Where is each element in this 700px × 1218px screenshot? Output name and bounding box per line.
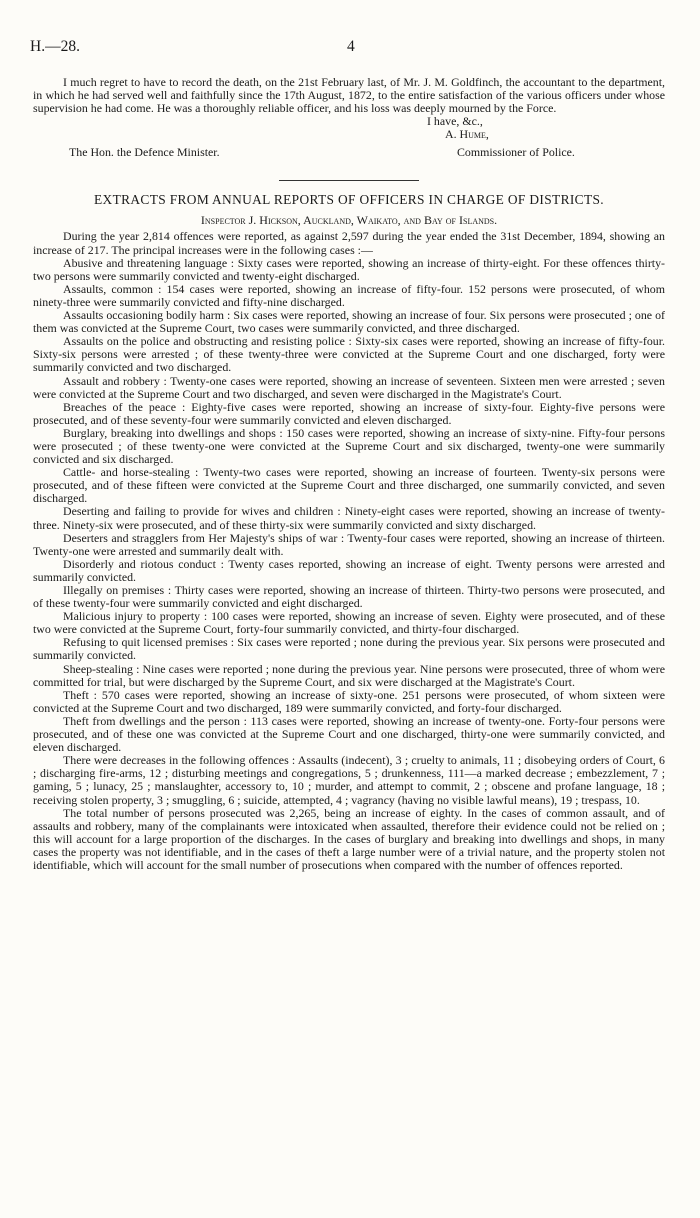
document-reference: H.—28. bbox=[30, 38, 80, 55]
report-paragraph: Breaches of the peace : Eighty-five cases were reported, showing an increase of sixty-four. Eighty-five persons were prosecuted, and of these seventy-four were summarily convicted and eleven discharged. bbox=[33, 399, 665, 427]
closing-line: I have, &c., bbox=[427, 114, 483, 129]
report-paragraph: Burglary, breaking into dwellings and shops : 150 cases were reported, showing an increase of sixty-nine. Fifty-four persons were prosecuted ; of these twenty-one were convicted at the Supreme Court and six discharged, twenty-one were summarily convicted and six discharged. bbox=[33, 425, 665, 467]
report-paragraph: There were decreases in the following offences : Assaults (indecent), 3 ; cruelty to animals, 11 ; disobeying orders of Court, 6 ; discharging fire-arms, 12 ; disturbing meetings and congregations, 5 ; drunkenness, 111—a marked decrease ; embezzlement, 7 ; gaming, 5 ; lunacy, 25 ; manslaughter, accessory to, 10 ; murder, and attempt to commit, 2 ; obscene and profane language, 18 ; receiving stolen property, 3 ; smuggling, 6 ; suicide, attempted, 4 ; vagrancy (having no visible lawful means), 19 ; trespass, 10. bbox=[33, 753, 665, 807]
report-paragraph: Assaults on the police and obstructing and resisting police : Sixty-six cases were reported, showing an increase of fifty-four. Sixty-six persons were arrested ; of these twenty-three were convicted at the Supreme Court and one discharged, forty were summarily convicted and two discharged. bbox=[33, 334, 665, 375]
signatory-title: Commissioner of Police. bbox=[457, 145, 575, 160]
report-paragraph: Abusive and threatening language : Sixty cases were reported, showing an increase of thirty-eight. For these offences thirty-two persons were summarily convicted and twenty-eight discharged. bbox=[33, 255, 665, 283]
report-paragraph: Deserting and failing to provide for wives and children : Ninety-eight cases were reported, showing an increase of twenty-three. Ninety-six were prosecuted, and of these thirty-six were summarily convicted and sixty discharged. bbox=[33, 504, 665, 532]
letter-signoff bbox=[33, 115, 665, 167]
report-paragraph: The total number of persons prosecuted was 2,265, being an increase of eighty. In the cases of common assault, and of assaults and robbery, many of the complainants were intoxicated when assaulted, therefore their evidence could not be relied on ; this will account for a large proportion of the discharges. In the cases of burglary and breaking into dwellings and shops, in many cases the property was not identifiable, and in the cases of theft a large number were of a trivial nature, and the property stolen not identifiable, which will account for the small number of prosecutions when compared with the number of offences reported. bbox=[33, 805, 665, 872]
section-title: EXTRACTS FROM ANNUAL REPORTS OF OFFICERS IN CHARGE OF DISTRICTS. bbox=[94, 192, 604, 208]
report-paragraph: Refusing to quit licensed premises : Six cases were reported ; none during the previous year. Six persons were prosecuted and summarily convicted. bbox=[33, 635, 665, 663]
signatory-name: A. Hume, bbox=[445, 127, 489, 142]
document-body bbox=[33, 76, 665, 872]
opening-paragraph: I much regret to have to record the death, on the 21st February last, of Mr. J. M. Goldfinch, the accountant to the department, in which he had served well and faithfully since the 17th August, 1872, to the entire satisfaction of the various officers under whose supervision he had come. He was a thoroughly reliable officer, and his loss was deeply mourned by the Force. bbox=[33, 75, 665, 116]
district-subheading: Inspector J. Hickson, Auckland, Waikato, and Bay of Islands. bbox=[200, 213, 498, 228]
report-paragraph: Disorderly and riotous conduct : Twenty cases reported, showing an increase of eight. Twenty persons were arrested and summarily convicted. bbox=[33, 556, 665, 584]
report-paragraph: During the year 2,814 offences were reported, as against 2,597 during the year ended the 31st December, 1894, showing an increase of 217. The principal increases were in the following cases :— bbox=[33, 229, 665, 257]
report-paragraph: Assault and robbery : Twenty-one cases were reported, showing an increase of seventeen. Sixteen men were arrested ; seven were convicted at the Supreme Court and two discharged, and seven were discharged in the Magistrate's Court. bbox=[33, 373, 665, 401]
report-paragraph: Theft : 570 cases were reported, showing an increase of sixty-one. 251 persons were prosecuted, of whom sixteen were convicted at the Supreme Court and two discharged, 189 were summarily convicted, and forty-four discharged. bbox=[33, 687, 665, 715]
report-paragraph: Deserters and stragglers from Her Majesty's ships of war : Twenty-four cases were reported, showing an increase of thirteen. Twenty-one were arrested and summarily dealt with. bbox=[33, 530, 665, 558]
addressee: The Hon. the Defence Minister. bbox=[69, 145, 220, 160]
page-number: 4 bbox=[347, 38, 355, 55]
report-paragraph: Malicious injury to property : 100 cases were reported, showing an increase of seven. Eighty were prosecuted, and of these two were convicted at the Supreme Court, forty-four summarily convicted, and thirty-four discharged. bbox=[33, 609, 665, 637]
report-paragraphs bbox=[33, 230, 665, 872]
section-divider bbox=[279, 180, 419, 181]
report-paragraph: Assaults, common : 154 cases were reported, showing an increase of fifty-four. 152 persons were prosecuted, of whom ninety-three were summarily convicted and fifty-nine discharged. bbox=[33, 281, 665, 309]
report-paragraph: Sheep-stealing : Nine cases were reported ; none during the previous year. Nine persons were prosecuted, three of whom were committed for trial, but were discharged by the Supreme Court, and six were discharged at the Magistrate's Court. bbox=[33, 661, 665, 689]
report-paragraph: Assaults occasioning bodily harm : Six cases were reported, showing an increase of four. Six persons were prosecuted ; one of them was convicted at the Supreme Court, two cases were summarily convicted, and three discharged. bbox=[33, 308, 665, 336]
report-paragraph: Cattle- and horse-stealing : Twenty-two cases were reported, showing an increase of fourteen. Twenty-six persons were prosecuted, and of these fifteen were convicted at the Supreme Court and three discharged, one summarily convicted, and seven discharged. bbox=[33, 465, 665, 506]
report-paragraph: Theft from dwellings and the person : 113 cases were reported, showing an increase of twenty-one. Forty-four persons were prosecuted, and of these one was convicted at the Supreme Court and one discharged, thirty-one were summarily convicted, and eleven discharged. bbox=[33, 713, 665, 755]
report-paragraph: Illegally on premises : Thirty cases were reported, showing an increase of thirteen. Thirty-two persons were prosecuted, and of these twenty-four were summarily convicted and eight discharged. bbox=[33, 583, 665, 611]
page-header bbox=[30, 38, 670, 60]
